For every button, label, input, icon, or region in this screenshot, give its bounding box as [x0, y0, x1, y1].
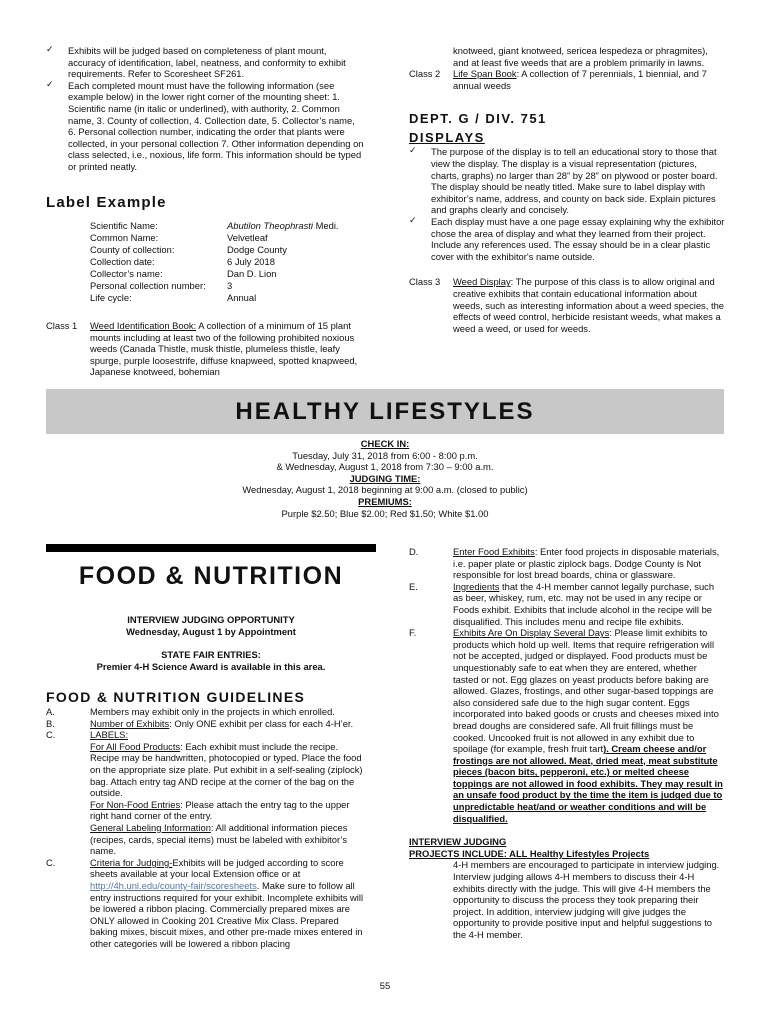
label-value: 6 July 2018 — [227, 256, 275, 267]
label-key: Collection date: — [90, 256, 155, 267]
label-example-table — [90, 220, 370, 304]
label-row — [90, 244, 370, 256]
label-value: 3 — [227, 280, 233, 291]
label-key: Life cycle: — [90, 292, 132, 303]
label-value: Dodge County — [227, 244, 287, 255]
check-text: Each completed mount must have the following information (see example below) in the lower right corner of the mounting sheet: 1. Scientific name (in italic or underlined), with authority, 2. Common name, 3. County of collection, 4. Collection date, 5. Collector’s name, 6. Personal collection number, indicating the order that plants were collected, in your personal collection 7. Other information depending on class selected, i.e., noxious, life form. This information should be typed or printed neatly. — [68, 79, 364, 172]
class-label: Class 3 — [409, 276, 441, 288]
class-text: Weed Identification Book: A collection of a minimum of 15 plant mounts including at least two of the following prohibited noxious weeds (Canada Thistle, musk thistle, plumeless thistle, leafy spurge, purple loosestrife, diffuse knapweed, spotted knapweed, Japanese knotweed, bohemian — [90, 320, 358, 378]
state-fair-line: Premier 4-H Science Award is available in this area. — [96, 660, 326, 672]
class-text: Weed Display: The purpose of this class is to allow original and creative exhibits that contain educational information about weeds, such as interesting information about a weed species, the effects of weed control, herbicide resistant weeds, what makes a weed a weed, or used for weeds. — [453, 276, 724, 334]
judging-heading: JUDGING TIME: — [349, 472, 421, 484]
schedule — [46, 438, 724, 519]
judging-line: Wednesday, August 1, 2018 beginning at 9:00 a.m. (closed to public) — [242, 484, 528, 496]
class-label: Class 1 — [46, 320, 78, 331]
class-1-continued: knotweed, giant knotweed, sericea lespedeza or phragmites), and at least five weeds that are a problem primarily in lawns. — [453, 45, 708, 68]
label-row — [90, 256, 370, 268]
guidelines-heading: FOOD & NUTRITION GUIDELINES — [46, 689, 306, 705]
checkmark-icon: ✓ — [409, 146, 417, 157]
food-nutrition-title: FOOD & NUTRITION — [78, 562, 344, 590]
state-fair-entries — [46, 649, 376, 672]
checkmark-icon: ✓ — [46, 79, 54, 90]
label-example-heading: Label Example — [46, 194, 167, 211]
dept-heading: DEPT. G / DIV. 751 — [409, 111, 547, 127]
check-text: Exhibits will be judged based on completeness of plant mount, accuracy of identification, label, neatness, and conformity to exhibit requirements. Refer to Scoresheet SF261. — [68, 45, 346, 80]
interview-line: Wednesday, August 1 by Appointment — [126, 625, 296, 637]
interview-opportunity — [46, 614, 376, 637]
premiums-line: Purple $2.50; Blue $2.00; Red $1.50; White $1.00 — [281, 507, 489, 519]
class-text: Life Span Book: A collection of 7 perennials, 1 biennial, and 7 annual weeds — [453, 68, 707, 91]
section-divider-bar — [46, 544, 376, 552]
right-top-section — [409, 45, 725, 334]
interview-judging-text: 4-H members are encouraged to participate in interview judging. Interview judging allows 4-H members to discuss their 4-H exhibits directly with the judge. This will give 4-H members the opportunity to discuss the process they took preparing their project. In addition, interview judging will give judges the opportunity to provide positive input and helpful suggestions to the 4-H member. — [453, 859, 720, 940]
label-value: Dan D. Lion — [227, 268, 277, 279]
premiums-heading: PREMIUMS: — [358, 495, 412, 507]
page-number: 55 — [379, 980, 391, 991]
list-item: C. Criteria for Judging-Exhibits will be judged according to score sheets available at your local Extension office or at http://4h.unl.edu/county-fair/scoresheets. Make sure to follow all entry instructions required for your exhibit. Incomplete exhibits will be lowered a ribbon placing. Commercially prepared mixes are ONLY allowed in Cooking 201 Creative Mix Class. Prepared baking mixes, biscuit mixes, and other pre-made mixes entered in other categories will be lowered a ribbon placing — [46, 856, 364, 949]
check-item — [409, 146, 725, 216]
check-item — [46, 45, 364, 80]
checkmark-icon: ✓ — [46, 45, 54, 55]
label-row — [90, 232, 370, 244]
left-top-section — [46, 45, 364, 173]
label-row — [90, 280, 370, 292]
right-food-section — [409, 546, 725, 941]
label-key: Collector’s name: — [90, 268, 163, 279]
checkin-line: Tuesday, July 31, 2018 from 6:00 - 8:00 p.m. — [292, 449, 478, 461]
label-value: Abutilon Theophrasti Medi. — [227, 220, 339, 231]
label-value: Velvetleaf — [227, 232, 268, 243]
label-row — [90, 292, 370, 304]
guidelines-list — [46, 706, 364, 949]
list-item: F. Exhibits Are On Display Several Days: Please limit exhibits to products which hold up well. Items that require refrigeration will not be accepted, judged or displayed. Food products must be unquestionably safe to eat when they are entered, whether tasted or not. Egg glazes on yeast products before baking are allowed. Glazes, frostings, and other sugar-based toppings are also considered safe due to the high sugar content. Eggs incorporated into baked goods or crusts and cheeses mixed into bread doughs are considered safe. All fruit fillings must be cooked. Uncooked fruit is not allowed in any exhibit due to spoilage (for example, fresh fruit tart). Cream cheese and/or frostings are not allowed. Meat, dried meat, meat substitute pieces (bacon bits, pepperoni, etc.) or melted cheese toppings are not allowed in food exhibits. They may result in an unsafe food product by the time the item is judged due to unpredictable heat/and or weather conditions and will be disqualified. — [409, 627, 723, 824]
check-text: The purpose of the display is to tell an educational story to those that view the display. The display is a visual representation (pictures, charts, graphs) no larger than 28” by 28” on plywood or poster board. The display should be neatly titled. Make sure to label display with exhibitor’s name, address, and county on back side. Explain pictures and graphs clearly and concisely. — [431, 146, 718, 216]
class-2 — [409, 68, 725, 91]
checkmark-icon: ✓ — [409, 215, 417, 226]
list-item: C. LABELS: For All Food Products: Each exhibit must include the recipe. Recipe may be handwritten, photocopied or typed. Place the food on the appropriate size plate. Put exhibit in a self-sealing (ziplock) bag. Attach entry tag AND recipe at the corner of the bag on the outside. For Non-Food Entries: Please attach the entry tag to the upper right hand corner of the entry. General Labeling Information: All additional information pieces (recipes, cards, special items) must be labeled with exhibitor’s name. — [46, 729, 363, 857]
list-item: E. Ingredients that the 4-H member cannot legally purchase, such as beer, whiskey, rum, etc. may not be used in any recipe or Foods exhibit. Exhibits that include alcohol in the recipe will be disqualified. This includes menu and recipe file exhibits. — [409, 580, 715, 627]
section-banner — [46, 389, 724, 434]
label-row — [90, 220, 370, 232]
class-1 — [46, 320, 364, 378]
label-key: Scientific Name: — [90, 220, 158, 231]
label-key: Personal collection number: — [90, 280, 206, 291]
check-text: Each display must have a one page essay explaining why the exhibitor chose the area of display and what they learned from their project. Include any references used. The essay should be in a clear plastic cover with the exhibitor's name outside. — [431, 215, 725, 262]
class-label: Class 2 — [409, 68, 441, 80]
interview-judging-heading: INTERVIEW JUDGING PROJECTS INCLUDE: ALL Healthy Lifestyles Projects — [409, 836, 650, 859]
interview-line: INTERVIEW JUDGING OPPORTUNITY — [127, 614, 295, 625]
label-row — [90, 268, 370, 280]
list-item: A. Members may exhibit only in the projects in which enrolled. — [46, 706, 335, 717]
list-item: D. Enter Food Exhibits: Enter food projects in disposable materials, i.e. paper plate or plastic ziplock bags. Dodge County is Not responsible for lost bread boards, china or glassware. — [409, 546, 720, 581]
banner-title: HEALTHY LIFESTYLES — [235, 398, 535, 425]
checkin-heading: CHECK IN: — [360, 438, 410, 449]
state-fair-line: STATE FAIR ENTRIES: — [161, 649, 261, 660]
checkin-line: & Wednesday, August 1, 2018 from 7:30 – 9:00 a.m. — [276, 461, 494, 473]
label-key: County of collection: — [90, 244, 175, 255]
displays-heading: DISPLAYS — [409, 130, 485, 146]
class-3 — [409, 276, 725, 334]
label-key: Common Name: — [90, 232, 159, 243]
scoresheets-link[interactable]: http://4h.unl.edu/county-fair/scoresheets — [90, 879, 257, 891]
check-item — [409, 216, 725, 262]
list-item: B. Number of Exhibits: Only ONE exhibit per class for each 4-H’er. — [46, 717, 354, 729]
check-item — [46, 80, 364, 173]
label-value: Annual — [227, 292, 257, 303]
